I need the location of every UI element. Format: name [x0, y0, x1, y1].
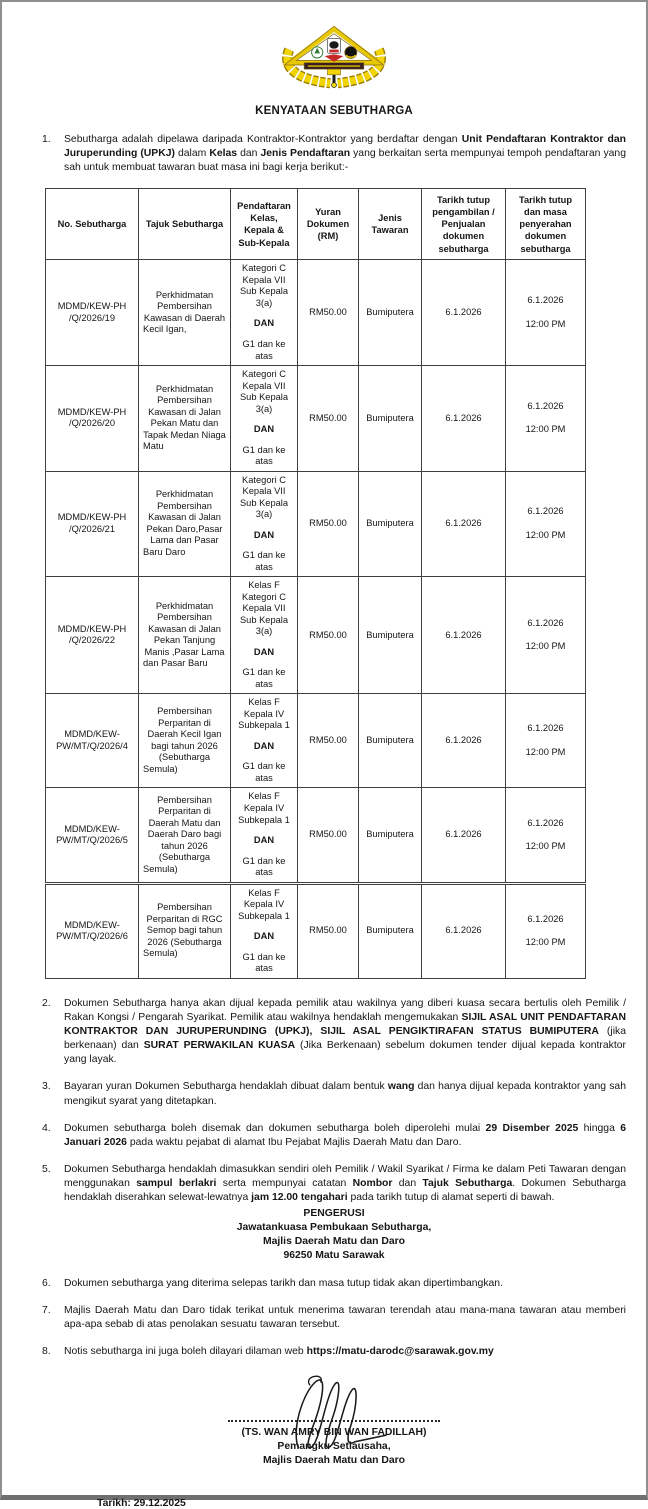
offer-type-cell: Bumiputera — [359, 883, 422, 978]
item-number: 1. — [42, 134, 51, 145]
registration-line: DAN — [253, 424, 275, 435]
item-number: 3. — [42, 1081, 51, 1093]
tender-row — [46, 788, 586, 883]
registration-line: DAN — [253, 646, 275, 657]
item-text: Dokumen Sebutharga hendaklah dimasukkan sendiri oleh Pemilik / Wakil Syarikat / Firma ke dalam Peti Tawaran dengan menggunakan sampul berlakri serta mempunyai catatan Nombor dan Tajuk Sebutharga. Dokumen Sebutharga hendaklah diserahkan selewat-lewatnya jam 12.00 tengahari pada tarikh tutup di alamat seperti di bawah. — [64, 1163, 627, 1204]
closing-submission-line: 6.1.2026 — [527, 400, 564, 411]
registration-line: G1 dan ke atas — [242, 855, 286, 878]
tender-no-cell: MDMD/KEW-PW/MT/Q/2026/5 — [46, 788, 139, 883]
registration-class-cell — [231, 366, 298, 472]
closing-submission-cell — [506, 471, 586, 577]
item-number: 8. — [42, 1345, 51, 1357]
offer-type-cell: Bumiputera — [359, 366, 422, 472]
offer-type-cell: Bumiputera — [359, 260, 422, 366]
tender-row — [46, 260, 586, 366]
document-fee-cell: RM50.00 — [298, 883, 359, 978]
registration-line: DAN — [253, 835, 275, 846]
registration-class-cell — [231, 788, 298, 883]
column-header: Pendaftaran Kelas, Kepala & Sub-Kepala — [231, 189, 298, 260]
paragraph-2 — [42, 997, 626, 1068]
council-crest-logo — [278, 24, 390, 92]
item-text: Bayaran yuran Dokumen Sebutharga hendaklah dibuat dalam bentuk wang dan hanya dijual kepada kontraktor yang sah mengikut syarat yang ditetapkan. — [64, 1081, 626, 1107]
closing-submission-line: 6.1.2026 — [527, 295, 564, 306]
closing-sale-date-cell: 6.1.2026 — [422, 366, 506, 472]
registration-class-cell — [231, 694, 298, 788]
signature-scribble — [259, 1372, 409, 1458]
tender-no-cell: MDMD/KEW-PH /Q/2026/21 — [46, 471, 139, 577]
registration-line: G1 dan ke atas — [242, 444, 286, 467]
document-fee-cell: RM50.00 — [298, 577, 359, 694]
closing-submission-cell — [506, 883, 586, 978]
closing-submission-line: 12:00 PM — [525, 841, 566, 852]
paragraph-7 — [42, 1304, 626, 1332]
closing-submission-line: 6.1.2026 — [527, 617, 564, 628]
closing-submission-cell — [506, 694, 586, 788]
paragraph-6 — [42, 1277, 626, 1291]
closing-sale-date-cell: 6.1.2026 — [422, 260, 506, 366]
submission-address — [42, 1207, 626, 1263]
closing-submission-line: 6.1.2026 — [527, 817, 564, 828]
paragraph-8 — [42, 1345, 626, 1359]
address-line: PENGERUSI — [303, 1208, 365, 1220]
registration-line: Kelas F Kategori C Kepala VII Sub Kepala 3(a) — [239, 580, 289, 637]
closing-submission-line: 6.1.2026 — [527, 506, 564, 517]
address-line: Jawatankuasa Pembukaan Sebutharga, — [236, 1222, 432, 1234]
tender-row — [46, 694, 586, 788]
item-number: 4. — [42, 1122, 51, 1134]
offer-type-cell: Bumiputera — [359, 694, 422, 788]
closing-submission-line: 12:00 PM — [525, 937, 566, 948]
document-date: Tarikh: 29.12.2025 — [97, 1498, 186, 1509]
item-text: Dokumen sebutharga boleh disemak dan dokumen sebutharga boleh diperolehi mulai 29 Disember 2025 hingga 6 Januari 2026 pada waktu pejabat di alamat Ibu Pejabat Majlis Daerah Matu dan Daro. — [64, 1122, 626, 1148]
registration-class-cell — [231, 260, 298, 366]
tender-table-body — [46, 260, 586, 978]
item-text: Sebutharga adalah dipelawa daripada Kontraktor-Kontraktor yang berdaftar dengan Unit Pendaftaran Kontraktor dan Juruperunding (UPKJ) dalam Kelas dan Jenis Pendaftaran yang berkaitan serta mempunyai tempoh pendaftaran yang sah untuk membuat tawaran buat masa ini bagi kerja berikut:- — [64, 134, 626, 174]
tender-table — [45, 188, 586, 978]
closing-submission-line: 6.1.2026 — [527, 913, 564, 924]
tender-no-cell: MDMD/KEW-PH /Q/2026/22 — [46, 577, 139, 694]
registration-line: G1 dan ke atas — [242, 761, 286, 783]
registration-line: G1 dan ke atas — [242, 550, 286, 572]
column-header: Tarikh tutup pengambilan / Penjualan dokumen sebutharga — [422, 189, 506, 260]
document-fee-cell: RM50.00 — [298, 366, 359, 472]
item-text: Notis sebutharga ini juga boleh dilayari dilaman web https://matu-darodc@sarawak.gov.my — [64, 1345, 494, 1357]
closing-sale-date-cell: 6.1.2026 — [422, 788, 506, 883]
column-header: No. Sebutharga — [46, 189, 139, 260]
document-fee-cell: RM50.00 — [298, 788, 359, 883]
registration-class-cell — [231, 577, 298, 694]
tender-title-cell: Perkhidmatan Pembersihan Kawasan di Jalan Pekan Matu dan Tapak Medan Niaga Matu — [139, 366, 231, 472]
closing-submission-line: 12:00 PM — [525, 746, 566, 757]
tender-title-cell: Perkhidmatan Pembersihan Kawasan di Jalan Pekan Daro,Pasar Lama dan Pasar Baru Daro — [139, 471, 231, 577]
document-fee-cell: RM50.00 — [298, 694, 359, 788]
offer-type-cell: Bumiputera — [359, 471, 422, 577]
registration-line: DAN — [253, 740, 275, 751]
registration-line: Kelas F Kepala IV Subkepala 1 — [238, 791, 290, 825]
registration-line: Kategori C Kepala VII Sub Kepala 3(a) — [239, 474, 289, 520]
offer-type-cell: Bumiputera — [359, 788, 422, 883]
tender-title-cell: Perkhidmatan Pembersihan Kawasan di Jalan Pekan Tanjung Manis ,Pasar Lama dan Pasar Baru — [139, 577, 231, 694]
paragraph-3 — [42, 1080, 626, 1108]
tender-row — [46, 471, 586, 577]
tender-title-cell: Pembersihan Perparitan di RGC Semop bagi tahun 2026 (Sebutharga Semula) — [139, 883, 231, 978]
signature-block — [42, 1372, 626, 1468]
closing-submission-cell — [506, 366, 586, 472]
offer-type-cell: Bumiputera — [359, 577, 422, 694]
tender-row — [46, 577, 586, 694]
tender-table-header-row — [46, 189, 586, 260]
registration-line: G1 dan ke atas — [242, 667, 286, 689]
column-header: Tajuk Sebutharga — [139, 189, 231, 260]
address-line: 96250 Matu Sarawak — [283, 1250, 385, 1262]
tender-row — [46, 883, 586, 978]
item-number: 2. — [42, 997, 51, 1009]
tender-title-cell: Perkhidmatan Pembersihan Kawasan di Daerah Kecil Igan, — [139, 260, 231, 366]
closing-submission-line: 12:00 PM — [525, 641, 566, 652]
closing-sale-date-cell: 6.1.2026 — [422, 577, 506, 694]
closing-submission-line: 12:00 PM — [525, 424, 566, 435]
registration-line: Kategori C Kepala VII Sub Kepala 3(a) — [239, 369, 289, 414]
document-fee-cell: RM50.00 — [298, 260, 359, 366]
closing-submission-line: 6.1.2026 — [527, 723, 564, 734]
item-number: 5. — [42, 1163, 51, 1175]
column-header: Jenis Tawaran — [359, 189, 422, 260]
address-line: Majlis Daerah Matu dan Daro — [262, 1236, 406, 1248]
tender-title-cell: Pembersihan Perparitan di Daerah Matu dan Daerah Daro bagi tahun 2026 (Sebutharga Semula) — [139, 788, 231, 883]
closing-sale-date-cell: 6.1.2026 — [422, 471, 506, 577]
registration-line: Kelas F Kepala IV Subkepala 1 — [238, 887, 290, 921]
item-text: Dokumen Sebutharga hanya akan dijual kepada pemilik atau wakilnya yang diberi kuasa secara bertulis oleh Pemilik / Rakan Kongsi / Pengarah Syarikat. Pemilik atau wakilnya hendaklah mengemukakan SIJIL ASAL UNIT PENDAFTARAN KONTRAKTOR DAN JURUPERUNDING (UPKJ), SIJIL ASAL PENGIKTIRAFAN STATUS BUMIPUTERA (jika berkenaan) dan SURAT PERWAKILAN KUASA (Jika Berkenaan) sebelum dokumen tender dijual kepada kontraktor yang layak. — [64, 997, 626, 1066]
tender-no-cell: MDMD/KEW-PW/MT/Q/2026/6 — [46, 883, 139, 978]
paragraph-5 — [42, 1163, 626, 1205]
registration-line: DAN — [253, 318, 275, 329]
closing-submission-cell — [506, 788, 586, 883]
registration-class-cell — [231, 471, 298, 577]
closing-sale-date-cell: 6.1.2026 — [422, 694, 506, 788]
closing-submission-line: 12:00 PM — [525, 529, 566, 540]
closing-sale-date-cell: 6.1.2026 — [422, 883, 506, 978]
column-header: Tarikh tutup dan masa penyerahan dokumen sebutharga — [506, 189, 586, 260]
registration-line: Kelas F Kepala IV Subkepala 1 — [238, 697, 290, 731]
tender-row — [46, 366, 586, 472]
signatory-name: (TS. WAN AMRY BIN WAN FADILLAH) — [241, 1427, 427, 1439]
registration-class-cell — [231, 883, 298, 978]
column-header: Yuran Dokumen (RM) — [298, 189, 359, 260]
document-fee-cell: RM50.00 — [298, 471, 359, 577]
registration-line: G1 dan ke atas — [242, 339, 286, 361]
item-number: 6. — [42, 1277, 51, 1289]
closing-submission-line: 12:00 PM — [525, 318, 566, 329]
tender-no-cell: MDMD/KEW-PW/MT/Q/2026/4 — [46, 694, 139, 788]
signatory-organization: Majlis Daerah Matu dan Daro — [262, 1455, 406, 1467]
registration-line: Kategori C Kepala VII Sub Kepala 3(a) — [239, 263, 289, 308]
closing-submission-cell — [506, 577, 586, 694]
tender-no-cell: MDMD/KEW-PH /Q/2026/20 — [46, 366, 139, 472]
page-title: KENYATAAN SEBUTHARGA — [255, 105, 413, 117]
item-text: Dokumen sebutharga yang diterima selepas tarikh dan masa tutup tidak akan dipertimbangkan. — [64, 1277, 503, 1289]
registration-line: G1 dan ke atas — [242, 951, 286, 974]
tender-title-cell: Pembersihan Perparitan di Daerah Kecil Igan bagi tahun 2026 (Sebutharga Semula) — [139, 694, 231, 788]
registration-line: DAN — [253, 529, 275, 540]
registration-line: DAN — [253, 931, 275, 942]
signatory-role: Pemangku Setiausaha, — [277, 1441, 391, 1453]
document-page — [2, 2, 646, 1509]
item-text: Majlis Daerah Matu dan Daro tidak terikat untuk menerima tawaran terendah atau mana-mana tawaran atau memberi apa-apa sebab di atas penolakan sesuatu tawaran tersebut. — [64, 1304, 626, 1330]
paragraph-1 — [42, 133, 626, 175]
closing-submission-cell — [506, 260, 586, 366]
logo-container — [42, 24, 626, 97]
paragraph-4 — [42, 1122, 626, 1150]
tender-no-cell: MDMD/KEW-PH /Q/2026/19 — [46, 260, 139, 366]
item-number: 7. — [42, 1304, 51, 1316]
